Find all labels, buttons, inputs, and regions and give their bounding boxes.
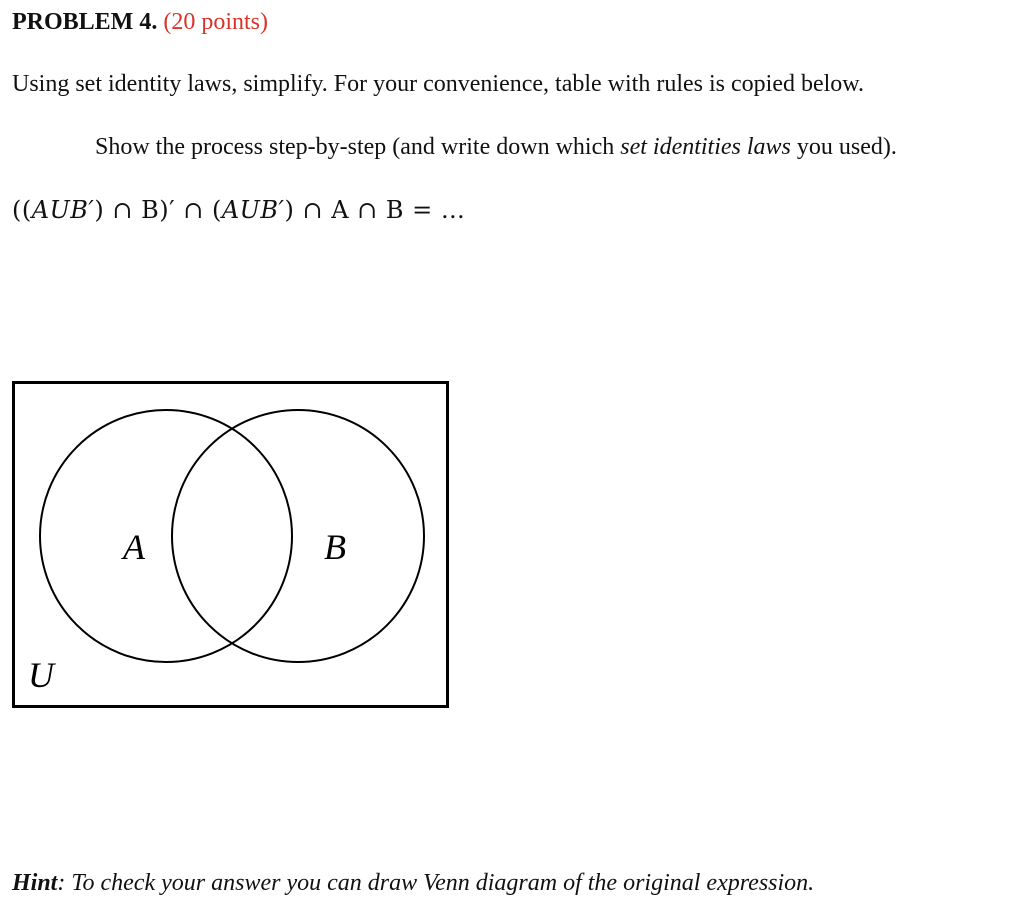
expression-part-1: (( xyxy=(12,196,32,224)
set-a-circle xyxy=(40,410,292,662)
venn-diagram xyxy=(12,381,449,708)
instruction-before: Show the process step-by-step (and write down which xyxy=(95,134,621,160)
instruction-after: you used). xyxy=(790,134,897,160)
expression-part-3: ) ∩ A ∩ B = … xyxy=(284,196,466,224)
expression-part-2: ) ∩ B)′ ∩ ( xyxy=(94,196,222,224)
hint-body: : To check your answer you can draw Venn diagram of the original expression. xyxy=(57,870,815,896)
hint-text xyxy=(12,867,814,899)
set-expression xyxy=(12,194,465,226)
instruction-emphasis: set identities laws xyxy=(620,134,791,160)
instruction-text xyxy=(95,131,897,163)
universe-label: U xyxy=(28,655,54,695)
expression-set-1: AUB′ xyxy=(31,196,95,224)
problem-label: PROBLEM 4. xyxy=(12,9,158,35)
problem-points: (20 points) xyxy=(163,9,269,35)
universe-rectangle xyxy=(14,383,448,707)
set-a-label: A xyxy=(123,527,145,567)
hint-label: Hint xyxy=(12,870,58,896)
set-b-label: B xyxy=(324,527,346,567)
problem-heading xyxy=(12,6,268,38)
intro-text: Using set identity laws, simplify. For your convenience, table with rules is copied below. xyxy=(12,71,865,97)
set-b-circle xyxy=(172,410,424,662)
expression-set-2: AUB′ xyxy=(221,196,285,224)
